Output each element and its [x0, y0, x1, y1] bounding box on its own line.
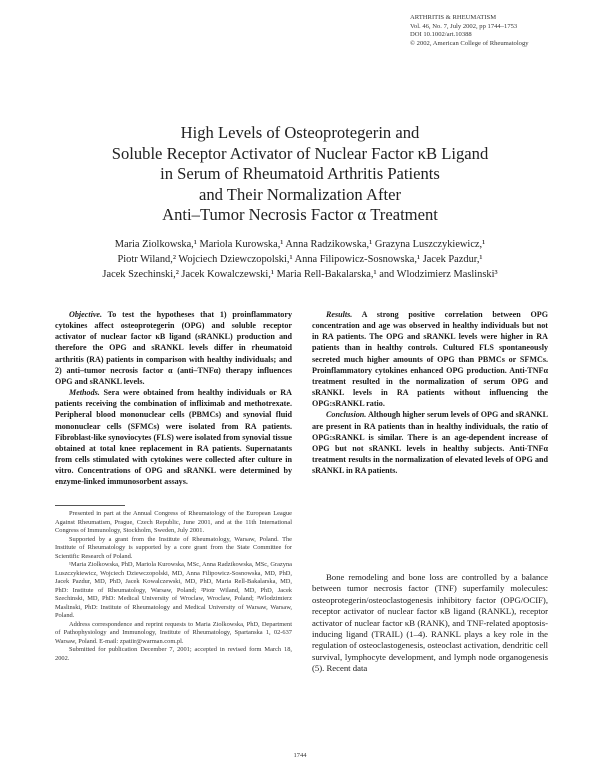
abstract-objective	[55, 309, 292, 387]
title-line: in Serum of Rheumatoid Arthritis Patients	[160, 164, 440, 183]
footnote: ¹Maria Ziolkowska, PhD, Mariola Kurowska, MSc, Anna Radzikowska, MSc, Grazyna Luszczykiewicz, Wojciech Dziewczopolski, MD, Anna Filipowicz-Sosnowska, MD, PhD, Jacek Pazdur, MD, PhD, Jacek Kowalczewski, MD, PhD, Maria Rell-Bakalarska, MD, PhD: Institute of Rheumatology, Warsaw, Poland; ²Piotr Wiland, MD, PhD, Jacek Szechinski, MD, PhD: Medical University of Wroclaw, Wroclaw, Poland; ³Wlodzimierz Maslinski, PhD: Institute of Rheumatology and Medical University of Warsaw, Warsaw, Poland.	[55, 561, 292, 619]
author-line: Maria Ziolkowska,¹ Mariola Kurowska,¹ Anna Radzikowska,¹ Grazyna Luszczykiewicz,¹	[114, 239, 486, 250]
methods-label: Methods.	[69, 388, 100, 398]
journal-doi: DOI 10.1002/art.10388	[410, 31, 472, 39]
footnotes	[55, 510, 292, 663]
body-paragraph: Bone remodeling and bone loss are controlled by a balance between tumor necrosis factor (TNF) superfamily molecules: osteoprotegerin/osteoclastogenesis inhibitory factor (OPG/OCIF), receptor activator of nuclear factor κB ligand (RANKL), receptor activator of nuclear factor κB (RANK), and TNF-related apoptosis-inducing ligand (TRAIL) (1–4). RANKL plays a key role in the regulation of osteoclastogenesis, osteoclast activation, dendritic cell survival, lymphocyte development, and lymph node organogenesis (5). Recent data	[312, 572, 548, 674]
journal-header	[410, 14, 596, 48]
author-list	[40, 237, 560, 282]
abstract-results	[312, 309, 548, 409]
journal-name: ARTHRITIS & RHEUMATISM	[410, 14, 497, 21]
author-line: Piotr Wiland,² Wojciech Dziewczopolski,¹ Anna Filipowicz-Sosnowska,¹ Jacek Pazdur,¹	[117, 254, 483, 265]
article-title	[40, 123, 560, 226]
abstract-left-column	[55, 309, 292, 488]
footnote: Submitted for publication December 7, 2001; accepted in revised form March 18, 2002.	[55, 646, 292, 662]
journal-copyright: © 2002, American College of Rheumatology	[410, 39, 529, 47]
abstract-conclusion	[312, 409, 548, 476]
body-text	[312, 572, 548, 675]
conclusion-text: Although higher serum levels of OPG and sRANKL are present in RA patients than in healthy individuals, the ratio of OPG:sRANKL is similar. There is an age-dependent increase of OPG but not sRANKL levels in healthy subjects. Anti-TNFα treatment results in the normalization of elevated levels of OPG and sRANKL in RA patients.	[312, 410, 548, 476]
results-label: Results.	[326, 310, 353, 319]
objective-text: To test the hypotheses that 1) proinflammatory cytokines affect osteoprotegerin (OPG) and soluble receptor activator of nuclear factor κB ligand (sRANKL) production and therefore the OPG and sRANKL levels differ in rheumatoid arthritis (RA) patients in comparison with healthy individuals; and 2) anti–tumor necrosis factor α (anti–TNFα) therapy influences OPG and sRANKL levels.	[55, 310, 292, 386]
title-line: Anti–Tumor Necrosis Factor α Treatment	[162, 205, 438, 224]
footnote: Address correspondence and reprint requests to Maria Ziolkowska, PhD, Department of Pathophysiology and Immunology, Institute of Rheumatology, Spartanska 1, 02-637 Warsaw, Poland. E-mail: zpatiir@warman.com.pl.	[55, 620, 292, 645]
conclusion-label: Conclusion.	[326, 410, 367, 420]
objective-label: Objective.	[69, 310, 103, 319]
abstract-methods	[55, 387, 292, 487]
page-number: 1744	[293, 752, 307, 759]
methods-text: Sera were obtained from healthy individuals or RA patients receiving the combination of infliximab and methotrexate. Peripheral blood mononuclear cells (PBMCs) and synovial fluid mononuclear cells (SFMCs) were isolated from RA patients. Fibroblast-like synoviocytes (FLS) were isolated from synovial tissue obtained at total knee replacement in RA patients. Supernatants from cells stimulated with cytokines were collected after culture in vitro. Concentrations of OPG and sRANKL were determined by enzyme-linked immunosorbent assays.	[55, 388, 292, 487]
footnote: Supported by a grant from the Institute of Rheumatology, Warsaw, Poland. The Institute of Rheumatology is supported by a core grant from the State Committee for Scientific Research of Poland.	[55, 535, 292, 560]
title-line: and Their Normalization After	[199, 184, 401, 204]
footnote: Presented in part at the Annual Congress of Rheumatology of the European League Against Rheumatism, Prague, Czech Republic, June 2001, and at the 11th International Congress of Immunology, Stockholm, Sweden, July 2001.	[55, 510, 292, 534]
results-text: A strong positive correlation between OPG concentration and age was observed in healthy individuals but not in RA patients. The OPG and sRANKL levels were higher in RA patients than in healthy controls. Cultured FLS spontaneously secreted much higher amounts of OPG than PBMCs or SFMCs. Proinflammatory cytokines enhanced OPG production. Anti-TNFα treatment resulted in the normalization of serum OPG and sRANKL levels in RA patients without influencing the OPG:sRANKL ratio.	[312, 310, 548, 409]
abstract-right-column	[312, 309, 548, 476]
title-line: Soluble Receptor Activator of Nuclear Factor κB Ligand	[111, 143, 489, 163]
footnote-divider	[55, 505, 125, 506]
title-line: High Levels of Osteoprotegerin and	[180, 123, 420, 142]
journal-volume: Vol. 46, No. 7, July 2002, pp 1744–1753	[410, 22, 518, 30]
author-line: Jacek Szechinski,² Jacek Kowalczewski,¹ Maria Rell-Bakalarska,¹ and Wlodzimierz Maslinski³	[102, 269, 498, 280]
